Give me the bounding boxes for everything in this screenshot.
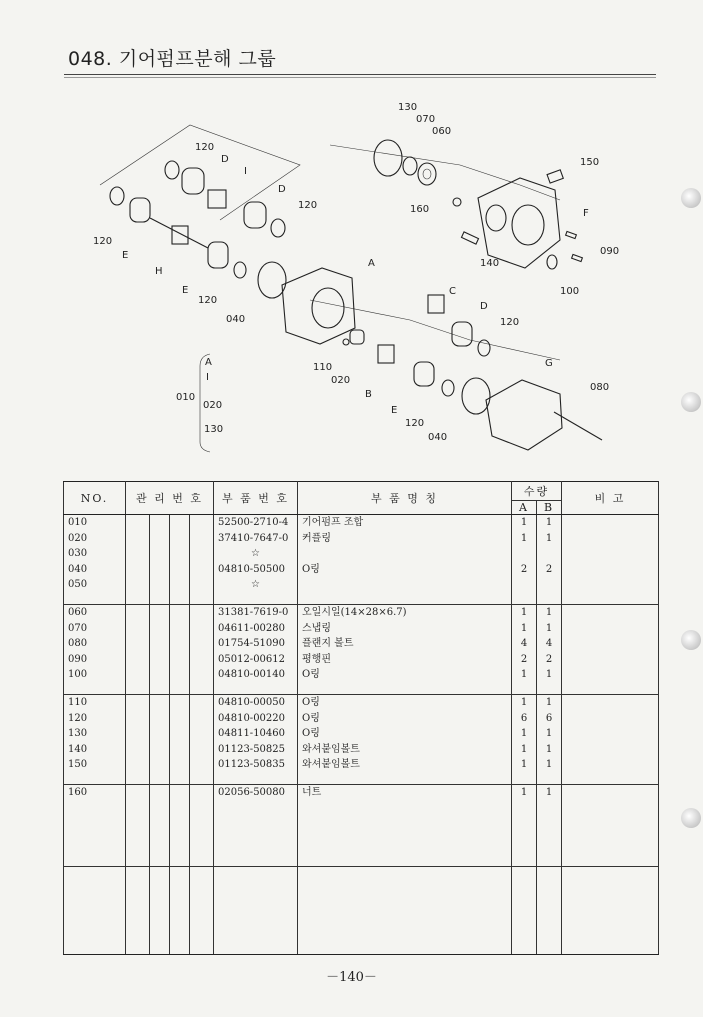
table-cell-a: 1 [520, 517, 528, 528]
oring-120-c [110, 187, 124, 205]
binder-hole [681, 808, 701, 828]
table-cell-name: 플랜지 볼트 [302, 638, 354, 649]
table-cell-no: 010 [68, 517, 88, 528]
callout-a: A [368, 258, 375, 269]
table-cell-no: 040 [68, 563, 88, 575]
table-cell-no: 020 [68, 532, 88, 544]
table-cell-part: 04810-00220 [218, 712, 286, 724]
callout-110: 110 [313, 362, 333, 373]
table-cell-no: 130 [68, 728, 88, 739]
callout-b: B [365, 389, 372, 400]
table-cell-a: 1 [520, 728, 528, 739]
table-cell-no: 110 [68, 697, 88, 708]
cell-part [214, 515, 298, 605]
cell-m2 [150, 695, 170, 785]
table-cell-part: 04810-00140 [218, 669, 286, 680]
cell-m4 [190, 785, 214, 867]
table-cell-name: 오일시일(14×28×6.7) [302, 607, 407, 618]
table-cell-b: 4 [545, 638, 553, 649]
col-qty: 수량 [512, 482, 562, 501]
body-a-bore [312, 288, 344, 328]
table-cell-b: 1 [545, 622, 553, 634]
cell-m1 [126, 515, 150, 605]
table-cell-part: 05012-00612 [218, 653, 286, 665]
cell-name [298, 515, 512, 605]
table-cell-blank [512, 867, 537, 955]
table-row-blank [64, 867, 659, 955]
table-cell-no: 140 [68, 743, 88, 755]
table-cell-part: 31381-7619-0 [218, 607, 289, 618]
bolt-140 [461, 232, 478, 244]
table-cell-name: 와셔붙임볼트 [302, 743, 360, 755]
table-cell-no: 090 [68, 653, 88, 665]
table-cell-a: 2 [520, 563, 528, 575]
page-number: －140－ [326, 970, 377, 985]
table-cell-b: 1 [545, 787, 553, 798]
table-cell-part: 37410-7647-0 [218, 532, 289, 544]
binder-hole [681, 392, 701, 412]
oring-110 [343, 339, 349, 345]
callout-160: 160 [410, 204, 430, 215]
table-row-group [64, 695, 659, 785]
callout-e: E [391, 405, 398, 416]
pin-090-b [572, 254, 583, 261]
table-cell-a: 4 [520, 638, 528, 649]
table-cell-part: 04810-00050 [218, 697, 286, 708]
callout-d: D [278, 184, 286, 195]
table-cell-a: 2 [520, 653, 528, 665]
callout-070: 070 [416, 114, 436, 125]
bushing-d-1 [182, 168, 204, 194]
cover-g [486, 380, 562, 450]
callout-080: 080 [590, 382, 610, 393]
table-cell-blank [170, 867, 190, 955]
callout-040: 040 [428, 432, 448, 443]
bushing-e-3 [414, 362, 434, 386]
table-cell-b [541, 546, 557, 562]
oring-120-d [234, 262, 246, 278]
cell-name [298, 695, 512, 785]
callout-d: D [221, 154, 229, 165]
oil-seal-inner [423, 169, 431, 179]
table-cell-b [541, 577, 557, 593]
cell-m4 [190, 695, 214, 785]
table-cell-part: 01123-50825 [218, 743, 286, 755]
callout-140: 140 [480, 258, 500, 269]
table-cell-blank [150, 867, 170, 955]
cell-b [537, 785, 562, 867]
callout-d: D [480, 301, 488, 312]
table-cell-no: 160 [68, 787, 88, 798]
title-rule-thin [64, 77, 656, 78]
table-cell-a: 1 [520, 532, 528, 544]
table-cell-a [516, 546, 532, 562]
cell-m3 [170, 515, 190, 605]
cell-part [214, 785, 298, 867]
table-cell-a: 1 [520, 669, 528, 680]
table-cell-a: 1 [520, 607, 528, 618]
assembly-note-020: 020 [203, 400, 223, 411]
callout-120: 120 [198, 295, 218, 306]
cell-m1 [126, 785, 150, 867]
oring-040-b [462, 378, 490, 414]
cell-note [562, 605, 659, 695]
col-part-name: 부 품 명 칭 [298, 482, 512, 515]
title-rule [64, 74, 656, 75]
assembly-note [176, 354, 223, 452]
bolt-150 [547, 170, 563, 183]
cell-note [562, 695, 659, 785]
table-cell-blank [214, 867, 298, 955]
table-cell-part: 01123-50835 [218, 759, 286, 770]
oring-040-a [258, 262, 286, 298]
cell-a [512, 605, 537, 695]
table-cell-b: 1 [545, 532, 553, 544]
cell-m2 [150, 605, 170, 695]
bushing-e-1 [130, 198, 150, 222]
cell-a [512, 695, 537, 785]
housing-f-bore-2 [486, 205, 506, 231]
housing-f [478, 178, 560, 268]
snap-ring-070 [403, 157, 417, 175]
table-cell-no: 030 [68, 548, 88, 559]
parts-table-body [64, 515, 659, 955]
callout-e: E [182, 285, 189, 296]
pin-090 [566, 231, 577, 238]
table-cell-a: 6 [520, 712, 528, 724]
table-cell-no: 120 [68, 712, 88, 724]
callout-090: 090 [600, 246, 620, 257]
cell-m3 [170, 605, 190, 695]
callout-020: 020 [331, 375, 351, 386]
cell-part [214, 605, 298, 695]
page-title: 048. 기어펌프분해 그룹 [68, 48, 277, 70]
gear-h [172, 226, 188, 244]
table-cell-part: 04810-50500 [218, 563, 286, 575]
oring-120-a [165, 161, 179, 179]
cell-m4 [190, 515, 214, 605]
table-cell-part: 01754-51090 [218, 638, 286, 649]
table-cell-blank [126, 867, 150, 955]
gear-b [378, 345, 394, 363]
cell-part [214, 695, 298, 785]
cell-a [512, 785, 537, 867]
table-cell-no: 150 [68, 759, 88, 770]
table-cell-b: 2 [545, 563, 553, 575]
callout-150: 150 [580, 157, 600, 168]
callout-g: G [545, 358, 553, 369]
callout-h: H [155, 266, 163, 277]
col-mgmt-no: 관 리 번 호 [126, 482, 214, 515]
callout-130: 130 [398, 102, 418, 113]
binder-hole [681, 188, 701, 208]
table-cell-a: 1 [520, 787, 528, 798]
cell-m2 [150, 515, 170, 605]
table-row-group [64, 785, 659, 867]
table-cell-part: 04811-10460 [218, 728, 286, 739]
cell-name [298, 605, 512, 695]
housing-f-bore [512, 205, 544, 245]
callout-120: 120 [405, 418, 425, 429]
table-cell-no: 080 [68, 638, 88, 649]
cell-note [562, 515, 659, 605]
table-cell-name: 스냅링 [302, 622, 331, 634]
nut-160 [453, 198, 461, 206]
col-qty-b: B [537, 501, 562, 515]
parts-table [63, 481, 659, 955]
bushing-e-2 [208, 242, 228, 268]
table-cell-a: 1 [520, 697, 528, 708]
binder-hole [681, 630, 701, 650]
table-cell-no: 060 [68, 607, 88, 618]
callout-c: C [449, 286, 456, 297]
table-cell-blank [298, 867, 512, 955]
callout-120: 120 [195, 142, 215, 153]
callout-120: 120 [298, 200, 318, 211]
table-cell-name: 기어펌프 조합 [302, 517, 364, 528]
cell-b [537, 605, 562, 695]
table-cell-b: 1 [545, 669, 553, 680]
table-cell-name: O링 [302, 669, 320, 680]
table-cell-part: 04611-00280 [218, 622, 286, 634]
cell-m3 [170, 695, 190, 785]
table-cell-blank [562, 867, 659, 955]
callout-i: I [244, 166, 247, 177]
table-cell-b: 1 [545, 697, 553, 708]
table-cell-no: 070 [68, 622, 88, 634]
oring-100 [547, 255, 557, 269]
cell-note [562, 785, 659, 867]
bushing-d-2 [244, 202, 266, 228]
table-cell-b: 1 [545, 759, 553, 770]
table-cell-part: 02056-50080 [218, 787, 286, 798]
col-qty-a: A [512, 501, 537, 515]
callout-f: F [583, 208, 589, 219]
table-cell-blank [64, 867, 126, 955]
assembly-note-i: I [206, 372, 209, 383]
table-cell-a: 1 [520, 622, 528, 634]
cell-no [64, 785, 126, 867]
diagram-frame-line [330, 145, 560, 200]
table-cell-b: 1 [545, 728, 553, 739]
callout-120: 120 [500, 317, 520, 328]
bolt-080 [554, 412, 602, 440]
oring-120-e [478, 340, 490, 356]
cell-m1 [126, 695, 150, 785]
cell-m4 [190, 605, 214, 695]
table-cell-b: 1 [545, 743, 553, 755]
table-cell-b: 1 [545, 517, 553, 528]
gear-i [208, 190, 226, 208]
table-cell-a: 1 [520, 759, 528, 770]
cell-m1 [126, 605, 150, 695]
cell-no [64, 515, 126, 605]
col-note: 비 고 [562, 482, 659, 515]
callout-100: 100 [560, 286, 580, 297]
coupling-020 [350, 330, 364, 344]
table-cell-blank [537, 867, 562, 955]
table-cell-a [516, 577, 532, 593]
table-cell-a: 1 [520, 743, 528, 755]
oil-seal-060 [418, 163, 436, 185]
assembly-note-130: 130 [204, 424, 224, 435]
table-cell-name: O링 [302, 728, 320, 739]
table-row-group [64, 605, 659, 695]
table-cell-b: 2 [545, 653, 553, 665]
table-cell-part: ☆ [251, 579, 260, 590]
bushing-d-3 [452, 322, 472, 346]
table-cell-name [302, 546, 507, 562]
diagram-frame-line [310, 300, 560, 360]
table-cell-no: 100 [68, 669, 88, 680]
gear-c [428, 295, 444, 313]
col-part-no: 부 품 번 호 [214, 482, 298, 515]
table-cell-no: 050 [68, 579, 88, 590]
cell-no [64, 695, 126, 785]
table-cell-part: ☆ [251, 548, 260, 559]
callout-060: 060 [432, 126, 452, 137]
table-cell-name: 커플링 [302, 532, 331, 544]
table-cell-name: 평행핀 [302, 653, 331, 665]
callout-e: E [122, 250, 129, 261]
callout-120: 120 [93, 236, 113, 247]
cell-name [298, 785, 512, 867]
table-cell-part: 52500-2710-4 [218, 517, 289, 528]
cell-m3 [170, 785, 190, 867]
table-cell-b: 1 [545, 607, 553, 618]
table-cell-name: O링 [302, 697, 320, 708]
oring-130 [374, 140, 402, 176]
cell-m2 [150, 785, 170, 867]
cell-no [64, 605, 126, 695]
callout-labels [93, 102, 619, 443]
exploded-view-diagram [0, 90, 703, 470]
callout-040: 040 [226, 314, 246, 325]
assembly-note-010: 010 [176, 392, 196, 403]
table-cell-b: 6 [545, 712, 553, 724]
col-no: NO. [64, 482, 126, 515]
assembly-note-a: A [205, 357, 212, 368]
oring-120-b [271, 219, 285, 237]
table-cell-name: O링 [302, 712, 320, 724]
table-cell-name: 와셔붙임볼트 [302, 759, 360, 770]
table-cell-blank [190, 867, 214, 955]
oring-120-f [442, 380, 454, 396]
cell-b [537, 515, 562, 605]
table-cell-name: O링 [302, 563, 320, 575]
table-cell-name [302, 577, 507, 593]
table-row-group [64, 515, 659, 605]
cell-a [512, 515, 537, 605]
table-cell-name: 너트 [302, 787, 322, 798]
cell-b [537, 695, 562, 785]
